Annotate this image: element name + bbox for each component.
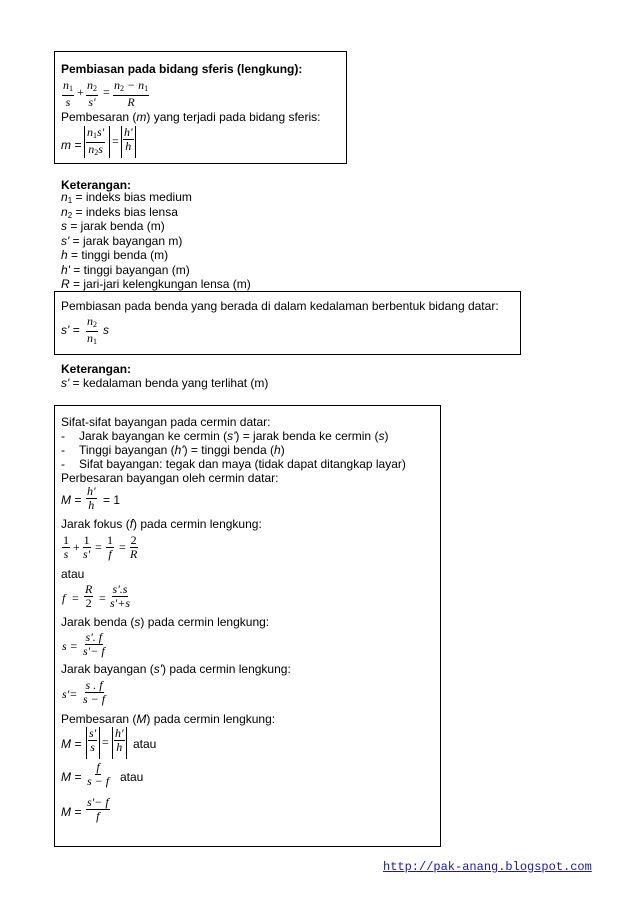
one: 1 [83,533,90,547]
f1-frac4 [129,534,138,561]
M1-rhs: = 1 [103,493,121,507]
text: Jarak bayangan ke cermin ( [79,429,228,443]
box2-rhs [103,323,109,337]
sym-hprime: h' [87,484,96,498]
sym: h [274,443,281,457]
legend-item [61,263,251,278]
bullet-item [61,457,65,471]
f1-frac2 [82,534,91,561]
sym-M: M [136,712,147,726]
M3-frac [86,761,110,788]
abs-bar [112,727,113,759]
M2-lhs [61,737,81,751]
text: Tinggi bayangan ( [79,443,175,457]
M2-frac1 [88,727,97,754]
lhs: M = [61,770,82,784]
sub: 1 [67,196,73,205]
sym: h' [174,443,184,457]
two: 2 [85,596,92,610]
s-frac [82,631,106,658]
text: ) = jarak benda ke cermin ( [235,429,379,443]
f2-eq1: = [72,591,79,605]
denominator: s'− f [83,644,105,658]
sym: R [61,277,70,291]
abs-bar [126,727,127,759]
desc: = indeks bias lensa [72,204,178,219]
lhs: M = [61,805,82,819]
sym-R: R [130,547,138,561]
sym-f: f [96,809,100,823]
box2-lhs [61,323,80,337]
sym-h: h [125,139,132,153]
desc: = jarak benda (m) [67,219,165,233]
sp-lhs: s'= [62,687,78,701]
box1-title: Pembiasan pada bidang sferis (lengkung): [61,62,303,76]
dash: - [61,457,65,471]
sym: s [61,219,67,233]
sub-2: 2 [120,84,124,93]
sym: s' [61,233,70,248]
sym-s: s [134,615,141,629]
f2-frac2 [109,583,131,610]
f2-f: f [62,591,66,605]
text: Pembesaran ( [61,110,137,124]
box3-M-label [61,712,275,726]
denominator: s − f [87,774,110,788]
keterangan2-heading: Keterangan: [61,362,132,376]
sym-s: s [65,95,71,109]
legend-item [61,190,251,205]
M4-lhs [61,805,81,819]
box3-mag-flat-label: Perbesaran bayangan oleh cermin datar: [61,471,279,485]
text: Jarak benda ( [61,615,135,629]
lhs: M = [61,737,82,751]
sym: h' [61,262,70,277]
sym-n: n [88,142,95,156]
f1-eq2: = [119,540,126,554]
box3-sprime-label [61,662,291,676]
abs-bar [99,727,100,759]
sym-n: n [114,78,120,92]
text: ) yang terjadi pada bidang sferis: [146,110,321,124]
sym-f: f [96,760,100,774]
text: ) [384,429,389,443]
sub-1: 1 [144,84,149,93]
sym-hprime: h' [124,125,133,139]
m-eq-label: m = [61,138,82,152]
sym: s [378,429,385,443]
two: 2 [130,533,137,547]
M2-eq: = [102,735,109,749]
legend-item [61,234,251,249]
box1-frac-n1-s [62,79,74,109]
one: 1 [107,533,113,547]
denominator: s − f [83,692,106,706]
sub-1: 1 [69,84,73,93]
sym-n: n [87,125,93,139]
box1-eq: = [103,85,110,99]
f1-eq1: = [95,540,102,554]
lhs: M = [61,493,82,507]
M1-lhs [61,493,81,507]
f1-frac1 [62,534,70,561]
f2-frac1 [84,583,93,610]
box2-frac [86,315,98,348]
text: ) pada cermin lengkung: [146,712,276,726]
box1-mag-eq: = [112,134,119,148]
text: ) [280,443,285,457]
box1-mag-frac-left [86,126,105,159]
keterangan1-heading: Keterangan: [61,178,132,192]
sub-2: 2 [93,320,97,329]
legend-item [61,205,251,220]
sym-m: m [136,110,147,124]
abs-bar [109,126,110,158]
sym-h: h [88,498,95,512]
sym-sprime: s' [83,547,91,561]
M1-frac [86,485,97,512]
text: ) pada cermin lengkung: [162,662,291,676]
text: Jarak bayangan ( [61,662,154,676]
sym-n: n [63,78,69,92]
text: ) pada cermin lengkung: [133,517,262,531]
abs-bar [86,727,87,759]
sym-sprime: s' [88,95,96,109]
sub-1: 1 [93,131,97,140]
M3-atau: atau [120,770,144,784]
sym-n: n [87,314,93,328]
M4-frac [86,796,110,823]
abs-bar [84,126,85,158]
bullet-text [79,443,285,457]
bullet-text [79,457,406,471]
numerator: s . f [85,678,103,692]
sym: s' [227,429,236,443]
sym-n: n [87,331,93,345]
legend-item [61,277,251,292]
sym: n [61,190,68,204]
bullet-item [61,443,65,457]
desc: = jari-jari kelengkungan lensa (m) [69,277,251,291]
bullet-item [61,429,65,443]
sym-f: f [108,547,112,561]
f2-eq2: = [99,591,106,605]
abs-bar [121,126,122,158]
box1-frac-n2-sprime [86,79,98,109]
f1-frac3 [106,534,114,561]
text: Pembesaran ( [61,712,137,726]
M2-frac2 [114,727,125,754]
sym-sprime: s' [89,726,97,740]
footer-url-link[interactable]: http://pak-anang.blogspot.com [383,860,592,874]
sub-2: 2 [94,148,99,157]
box2-title: Pembiasan pada benda yang berada di dalam kedalaman berbentuk bidang datar: [61,299,499,313]
box1-magnification-line [61,110,320,124]
sub-2: 2 [93,84,97,93]
box3-line1: Sifat-sifat bayangan pada cermin datar: [61,415,271,429]
f1-plus: + [73,540,80,554]
text: Sifat bayangan: tegak dan maya (tidak dapat ditangkap layar) [79,457,406,471]
legend-item [61,219,251,234]
box1-frac-n2-n1-R [113,79,149,109]
M2-atau: atau [133,737,157,751]
box3-s-label [61,615,269,629]
desc: = kedalaman benda yang terlihat (m) [69,376,269,390]
s-lhs: s = [62,639,78,653]
sym-f: f [129,517,134,531]
sym-R: R [85,582,93,596]
sym-hprime: h' [115,726,124,740]
sym: h [61,248,68,262]
numerator: s'− f [87,795,109,809]
one: 1 [63,533,69,547]
atau-1: atau [61,567,85,581]
sp-frac [82,679,106,706]
text: Jarak fokus ( [61,517,130,531]
sym: n [61,204,68,219]
denominator: s'+s [110,596,131,610]
minus-n: − n [124,78,145,92]
sym-sprime: s' [97,125,105,139]
box1-plus: + [77,85,84,99]
M3-lhs [61,770,81,784]
sym-s: s [98,142,103,156]
box1-mag-frac-right [123,126,134,153]
desc: = tinggi bayangan (m) [69,262,190,277]
dash: - [61,429,65,443]
sub: 2 [67,210,73,220]
rhs: s [103,323,109,337]
text: ) pada cermin lengkung: [140,615,270,629]
dash: - [61,443,65,457]
sym-sprime: s' [153,662,163,676]
bullet-text [79,429,388,443]
keterangan1-list [61,190,251,292]
sym-s: s [63,547,69,561]
sym-h: h [116,740,123,754]
keterangan2-item [61,376,268,390]
sym-R: R [127,95,135,109]
sym-s: s [90,740,95,754]
lhs: s' = [61,323,80,337]
legend-item [61,248,251,263]
numerator: s'.s [112,582,128,596]
desc: = indeks bias medium [72,190,192,204]
text: ) = tinggi benda ( [183,443,274,457]
box1-m-eq [61,138,81,152]
sub-1: 1 [93,337,97,346]
abs-bar [135,126,136,158]
box3-focus-label [61,517,262,531]
desc: = jarak bayangan m) [69,233,183,248]
sym: s' [61,376,70,390]
desc: = tinggi benda (m) [67,248,169,262]
sym-n: n [87,78,93,92]
numerator: s'. f [85,630,103,644]
